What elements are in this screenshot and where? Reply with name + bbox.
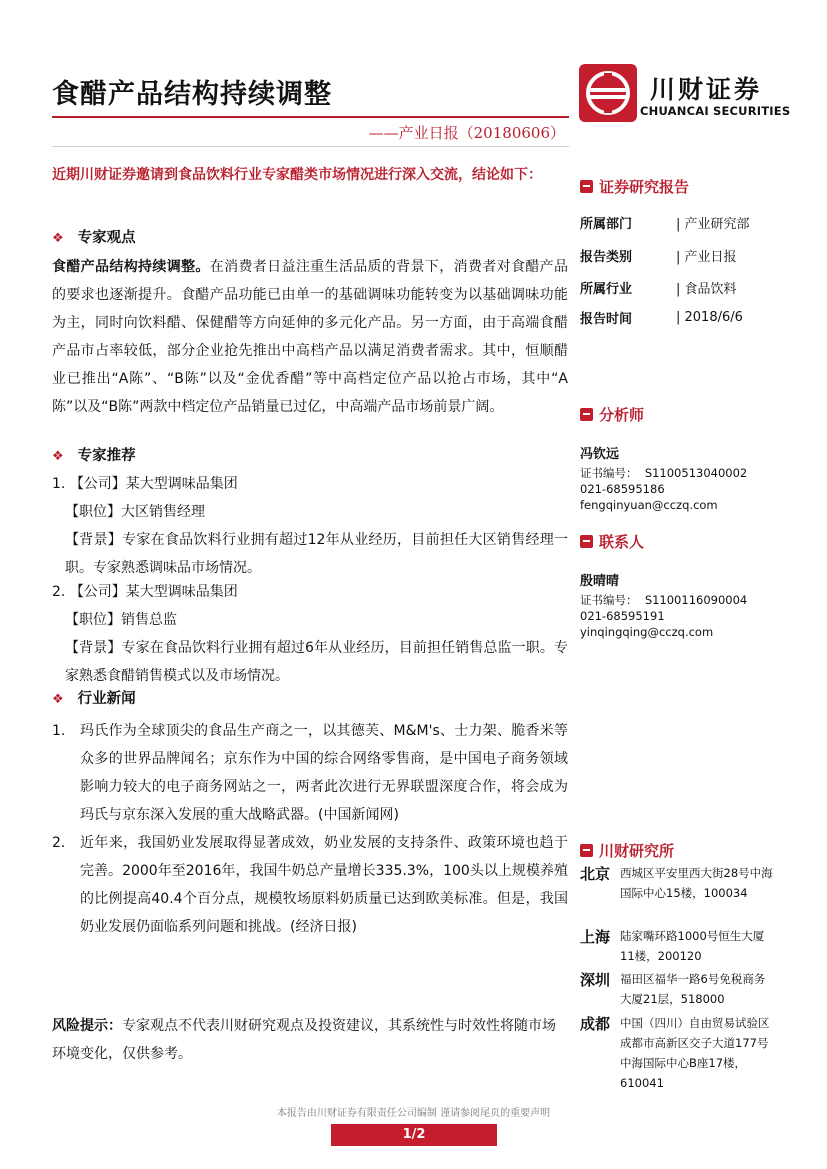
section-square-icon [580,408,593,421]
section-square-icon [580,535,593,548]
office-entry [580,926,775,966]
meta-row: 所属行业 | 食品饮料 [580,281,737,297]
logo-name-cn: 川财证券 [650,75,763,104]
contact-name: 殷晴晴 [580,574,620,589]
expert-entry [52,470,568,582]
office-city: 深圳 [580,971,611,989]
contact-cert: 证书编号： S1100116090004 [580,593,748,607]
analyst-card [580,443,810,513]
meta-row: 报告类别 | 产业日报 [580,250,737,265]
footer-disclaimer: 本报告由川财证券有限责任公司编制 谨请参阅尾页的重要声明 [276,1108,551,1119]
view-body: 在消费者日益注重生活品质的背景下，消费者对食醋产品的要求也逐渐提升。食醋产品功能已由单一的基础调味功能转变为以基础调味功能为主，同时向饮料醋、保健醋等方向延伸的多元化产品。另一方面，由于高端食醋产品市占率较低，部分企业抢先推出中高档产品以满足消费者需求。其中，恒顺醋业已推出“A陈”、“B陈”以及“金优香醋”等中高档定位产品以抢占市场，其中“A陈”以及“B陈”两款中档定位产品销量已过亿，中高端产品市场前景广阔。 [52,259,569,415]
page-number: 1/2 [331,1124,497,1146]
office-city: 北京 [580,865,611,883]
office-entry [580,863,775,903]
meta-row: 报告时间 | 2018/6/6 [580,309,743,327]
analyst-name: 冯钦远 [580,447,620,462]
office-address: 西城区平安里西大街28号中海国际中心15楼，100034 [620,866,773,900]
diamond-bullet-icon: ❖ [52,692,64,707]
expert-background: 【背景】专家在食品饮料行业拥有超过12年从业经历，目前担任大区销售经理一职。专家熟悉调味品市场情况。 [65,532,568,576]
office-entry [580,1013,775,1093]
contact-phone: 021-68595191 [580,609,665,623]
news-number: 1. [52,723,66,739]
institute-heading: 川财研究所 [580,840,674,861]
office-entry [580,969,775,1009]
meta-row: 所属部门 | 产业研究部 [580,217,750,232]
expert-position: 【职位】销售总监 [65,612,177,628]
expert-position: 【职位】大区销售经理 [65,504,205,520]
risk-notice [52,1012,568,1068]
office-city: 上海 [580,928,611,946]
expert-entry [52,578,568,690]
news-item [52,829,568,941]
report-subtitle: ——产业日报（20180606） [368,124,565,142]
section-square-icon [580,180,593,193]
expert-company: 【公司】某大型调味品集团 [69,584,238,600]
contact-heading: 联系人 [580,531,644,552]
section-heading-news: ❖ 行业新闻 [52,691,136,707]
contact-email[interactable]: yinqingqing@cczq.com [580,625,714,639]
view-lead: 食醋产品结构持续调整。 [52,259,210,275]
expert-number: 2. [52,584,66,600]
risk-text: 专家观点不代表川财研究观点及投资建议，其系统性与时效性将随市场环境变化，仅供参考。 [52,1018,556,1062]
section-heading-recommend: ❖ 专家推荐 [52,448,136,464]
office-address: 陆家嘴环路1000号恒生大厦11楼，200120 [620,929,765,963]
diamond-bullet-icon: ❖ [52,231,64,246]
page-title: 食醋产品结构持续调整 [52,79,332,110]
analyst-cert: 证书编号： S1100513040002 [580,466,748,480]
section-square-icon [580,844,593,857]
view-paragraph [52,253,568,421]
section-heading-view: ❖ 专家观点 [52,230,136,246]
title-divider [52,116,569,118]
risk-label: 风险提示： [52,1018,122,1034]
company-logo-icon [579,64,637,122]
analyst-phone: 021-68595186 [580,482,665,496]
news-number: 2. [52,835,66,851]
expert-background: 【背景】专家在食品饮料行业拥有超过6年从业经历，目前担任销售总监一职。专家熟悉食醋销售模式以及市场情况。 [65,640,568,684]
intro-text: 近期川财证券邀请到食品饮料行业专家醋类市场情况进行深入交流，结论如下： [52,167,542,183]
report-meta [580,206,800,332]
analyst-email[interactable]: fengqinyuan@cczq.com [580,498,718,512]
contact-card [580,570,810,640]
analyst-heading: 分析师 [580,404,644,425]
news-text: 玛氏作为全球顶尖的食品生产商之一，以其德芙、M&M's、士力架、脆香米等众多的世界品牌闻名；京东作为中国的综合网络零售商，是中国电子商务领域影响力较大的电子商务网站之一，两者此次进行无界联盟深度合作，将会成为玛氏与京东深入发展的重大战略武器。(中国新闻网) [80,723,568,823]
report-heading: 证券研究报告 [580,176,689,197]
expert-number: 1. [52,476,66,492]
office-address: 福田区福华一路6号免税商务大厦21层，518000 [620,972,766,1006]
subtitle-divider [52,146,569,147]
diamond-bullet-icon: ❖ [52,449,64,464]
logo-name-en: CHUANCAI SECURITIES [640,104,791,118]
office-city: 成都 [580,1015,611,1033]
office-address: 中国（四川）自由贸易试验区成都市高新区交子大道177号中海国际中心B座17楼，610041 [620,1016,770,1090]
news-text: 近年来，我国奶业发展取得显著成效，奶业发展的支持条件、政策环境也趋于完善。2000年至2016年，我国牛奶总产量增长335.3%，100头以上规模养殖的比例提高40.4个百分点，规模牧场原料奶质量已达到欧美标准。但是，我国奶业发展仍面临系列问题和挑战。(经济日报) [80,835,568,935]
news-item [52,717,568,829]
expert-company: 【公司】某大型调味品集团 [69,476,238,492]
